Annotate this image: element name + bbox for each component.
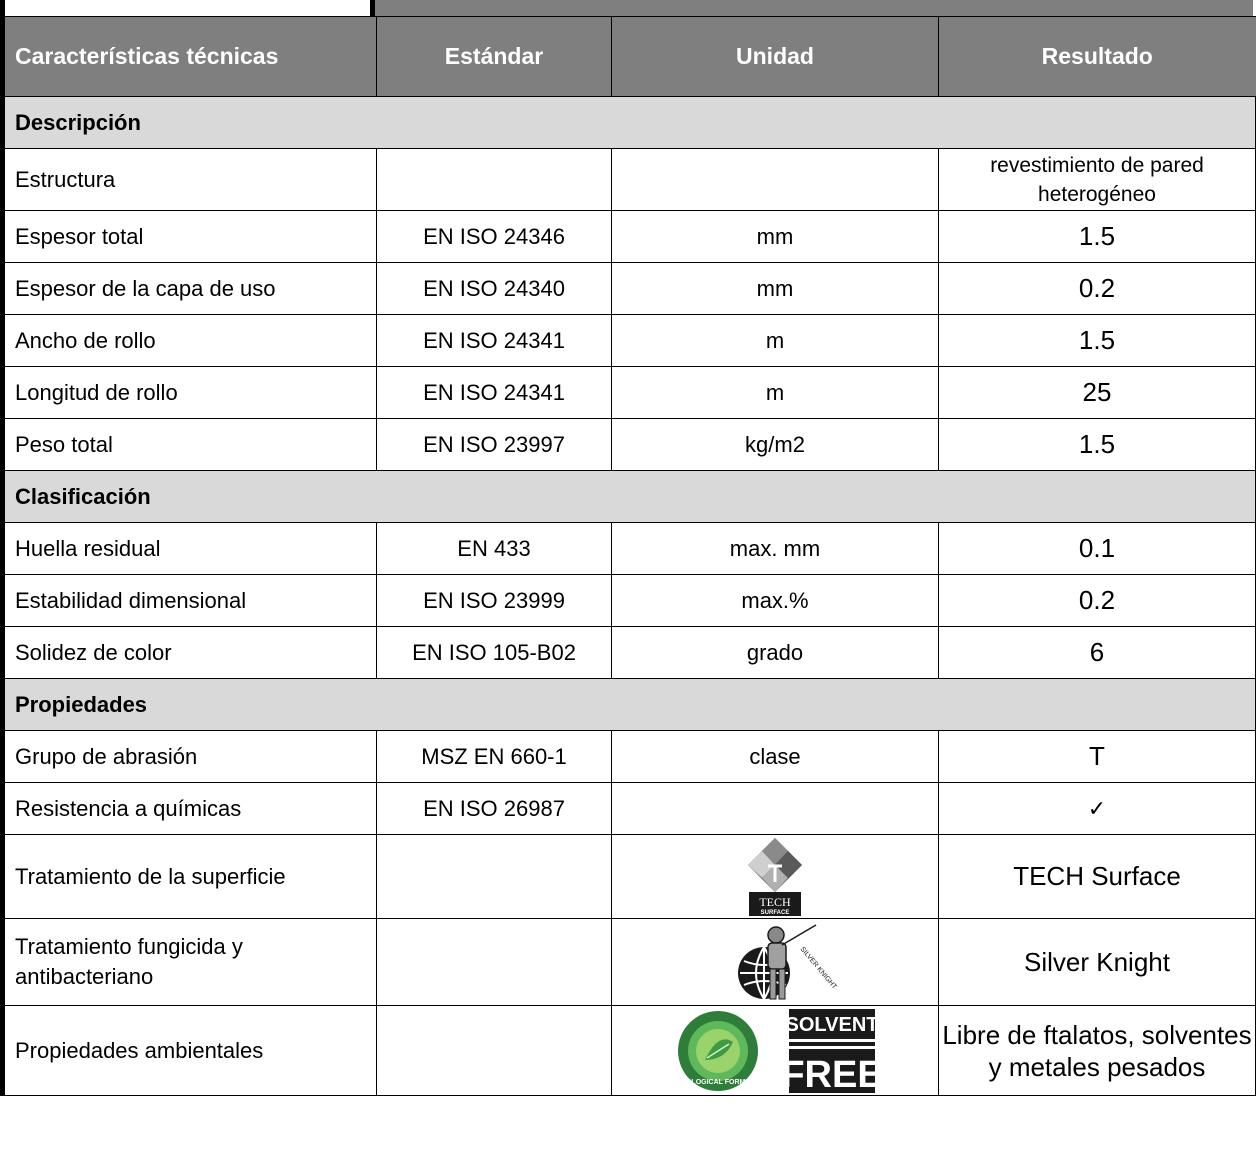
table-row xyxy=(3,731,1256,783)
row-standard: EN ISO 105-B02 xyxy=(377,627,612,679)
table-row xyxy=(3,575,1256,627)
row-name: Estructura xyxy=(3,149,377,211)
row-unit: mm xyxy=(612,211,939,263)
section-propiedades: Propiedades xyxy=(3,679,1256,731)
tech-surface-logo xyxy=(746,836,804,918)
ecological-formula-logo xyxy=(675,1008,761,1094)
row-result: T xyxy=(939,731,1256,783)
table-row xyxy=(3,315,1256,367)
table-row xyxy=(3,419,1256,471)
table-row xyxy=(3,263,1256,315)
svg-text:ECOLOGICAL FORMULA: ECOLOGICAL FORMULA xyxy=(676,1078,760,1086)
row-standard xyxy=(377,919,612,1006)
row-standard: EN ISO 23999 xyxy=(377,575,612,627)
row-unit: max.% xyxy=(612,575,939,627)
row-unit: m xyxy=(612,367,939,419)
row-result: 0.2 xyxy=(939,575,1256,627)
row-name: Solidez de color xyxy=(3,627,377,679)
table-row xyxy=(3,523,1256,575)
row-name: Propiedades ambientales xyxy=(3,1006,377,1096)
row-result: 1.5 xyxy=(939,315,1256,367)
table-row xyxy=(3,835,1256,919)
row-name: Longitud de rollo xyxy=(3,367,377,419)
row-standard xyxy=(377,1006,612,1096)
svg-text:SOLVENT: SOLVENT xyxy=(785,1013,879,1036)
solvent-free-logo xyxy=(781,1009,883,1096)
row-unit xyxy=(612,149,939,211)
row-unit-logo-cell xyxy=(612,919,939,1006)
top-bar-right-band xyxy=(375,0,1253,16)
table-row xyxy=(3,783,1256,835)
section-descripcion: Descripción xyxy=(3,97,1256,149)
table-row xyxy=(3,627,1256,679)
row-standard: EN ISO 24346 xyxy=(377,211,612,263)
row-unit: kg/m2 xyxy=(612,419,939,471)
row-result: Silver Knight xyxy=(939,919,1256,1006)
row-result: 1.5 xyxy=(939,211,1256,263)
row-unit: m xyxy=(612,315,939,367)
row-name: Estabilidad dimensional xyxy=(3,575,377,627)
table-header-row xyxy=(3,17,1256,97)
svg-text:FREE: FREE xyxy=(781,1053,883,1096)
top-bar-left-cell xyxy=(0,0,375,16)
row-name: Peso total xyxy=(3,419,377,471)
technical-specs-table xyxy=(0,16,1256,1096)
row-result: Libre de ftalatos, solventes y metales pesados xyxy=(939,1006,1256,1096)
row-name: Huella residual xyxy=(3,523,377,575)
table-row xyxy=(3,149,1256,211)
row-name: Tratamiento fungicida y antibacteriano xyxy=(3,919,377,1006)
row-name: Grupo de abrasión xyxy=(3,731,377,783)
row-result: 0.2 xyxy=(939,263,1256,315)
svg-text:TECH: TECH xyxy=(759,894,791,909)
row-result: 1.5 xyxy=(939,419,1256,471)
section-row xyxy=(3,97,1256,149)
row-unit-logo-cell xyxy=(612,835,939,919)
silver-knight-logo xyxy=(730,919,838,1005)
table-row xyxy=(3,367,1256,419)
top-bar xyxy=(0,0,1253,16)
row-name: Resistencia a químicas xyxy=(3,783,377,835)
row-standard: EN ISO 24341 xyxy=(377,315,612,367)
row-standard: EN ISO 24340 xyxy=(377,263,612,315)
checkmark-icon: ✓ xyxy=(939,783,1256,835)
row-result: 25 xyxy=(939,367,1256,419)
row-result: TECH Surface xyxy=(939,835,1256,919)
row-name: Espesor total xyxy=(3,211,377,263)
table-row xyxy=(3,211,1256,263)
row-result: 0.1 xyxy=(939,523,1256,575)
row-name: Ancho de rollo xyxy=(3,315,377,367)
section-row xyxy=(3,679,1256,731)
svg-text:SURFACE: SURFACE xyxy=(760,909,790,916)
row-standard: EN ISO 24341 xyxy=(377,367,612,419)
row-standard: EN ISO 26987 xyxy=(377,783,612,835)
table-row xyxy=(3,919,1256,1006)
row-unit xyxy=(612,783,939,835)
row-result: 6 xyxy=(939,627,1256,679)
row-standard: MSZ EN 660-1 xyxy=(377,731,612,783)
header-resultado: Resultado xyxy=(939,17,1256,97)
row-name: Tratamiento de la superficie xyxy=(3,835,377,919)
row-result: revestimiento de pared heterogéneo xyxy=(939,149,1256,211)
row-standard xyxy=(377,149,612,211)
row-unit: clase xyxy=(612,731,939,783)
row-unit: mm xyxy=(612,263,939,315)
row-standard: EN 433 xyxy=(377,523,612,575)
header-unidad: Unidad xyxy=(612,17,939,97)
row-standard: EN ISO 23997 xyxy=(377,419,612,471)
row-unit-logo-cell xyxy=(612,1006,939,1096)
row-standard xyxy=(377,835,612,919)
svg-text:SILVER KNIGHT: SILVER KNIGHT xyxy=(798,945,838,991)
section-row xyxy=(3,471,1256,523)
row-unit: max. mm xyxy=(612,523,939,575)
row-name: Espesor de la capa de uso xyxy=(3,263,377,315)
header-estandar: Estándar xyxy=(377,17,612,97)
header-caracteristicas: Características técnicas xyxy=(3,17,377,97)
section-clasificacion: Clasificación xyxy=(3,471,1256,523)
table-row xyxy=(3,1006,1256,1096)
row-unit: grado xyxy=(612,627,939,679)
